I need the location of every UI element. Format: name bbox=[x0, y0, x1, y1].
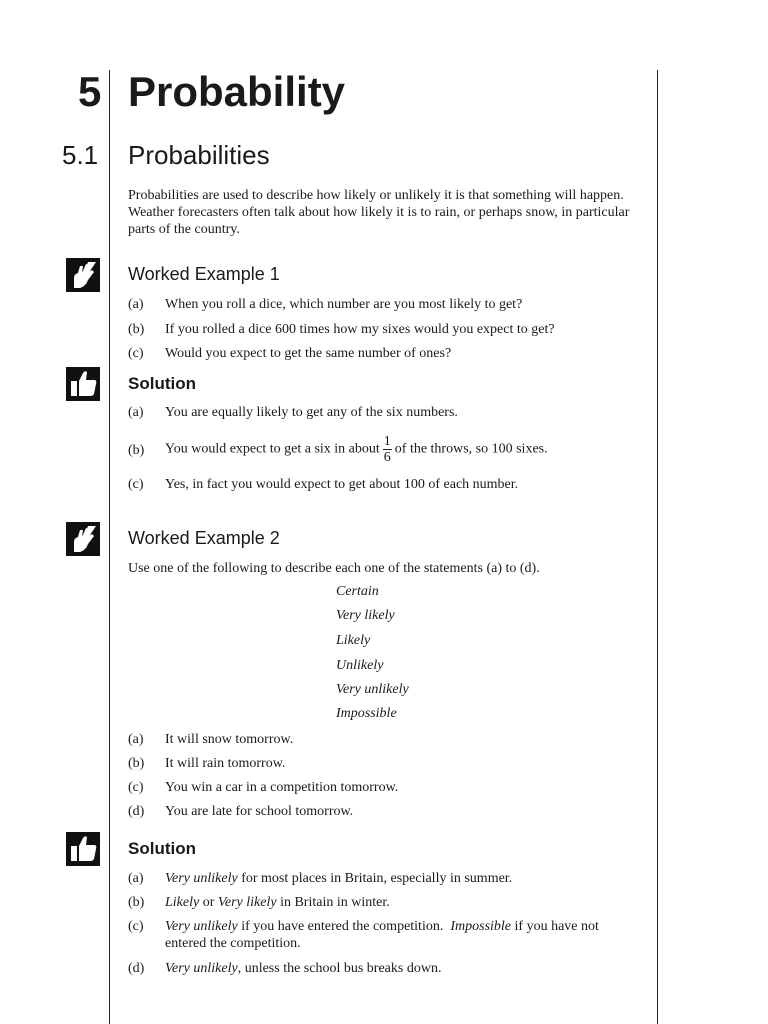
item-text: You win a car in a competition tomorrow. bbox=[165, 780, 399, 795]
item-text: or bbox=[199, 895, 218, 910]
section-number: 5.1 bbox=[62, 140, 99, 170]
item-text: You would expect to get a six in about bbox=[165, 441, 380, 457]
item-label: (a) bbox=[128, 732, 144, 747]
fraction-numerator: 1 bbox=[383, 434, 391, 449]
option-item: Certain bbox=[336, 584, 379, 599]
chapter-title: Probability bbox=[128, 68, 346, 115]
thumbs-up-icon bbox=[66, 367, 100, 401]
intro-paragraph: Probabilities are used to describe how likely or unlikely it is that something will happen. Weather forecasters often talk about how likely it is to rain, or perhaps snow, in particular parts of the country. bbox=[128, 188, 630, 237]
item-label: (d) bbox=[128, 804, 145, 819]
fraction bbox=[383, 434, 392, 465]
option-item: Likely bbox=[336, 633, 371, 648]
answer-term: Very unlikely bbox=[165, 961, 238, 976]
option-item: Unlikely bbox=[336, 658, 384, 673]
thumbs-up-icon bbox=[66, 832, 100, 866]
item-text: if you have entered the competition. bbox=[237, 919, 451, 934]
solution-2-heading: Solution bbox=[128, 839, 196, 858]
item-text: in Britain in winter. bbox=[276, 895, 390, 910]
item-label: (b) bbox=[128, 322, 145, 337]
option-item: Very unlikely bbox=[336, 682, 409, 697]
item-label: (c) bbox=[128, 780, 144, 795]
option-item: Very likely bbox=[336, 608, 395, 623]
answer-term: Very likely bbox=[217, 895, 277, 910]
chapter-number: 5 bbox=[78, 68, 102, 115]
item-label: (a) bbox=[128, 297, 144, 312]
answer-term: Likely bbox=[165, 895, 200, 910]
item-text: It will snow tomorrow. bbox=[165, 732, 294, 747]
item-text: When you roll a dice, which number are you most likely to get? bbox=[165, 297, 523, 312]
fraction-denominator: 6 bbox=[383, 450, 391, 465]
right-margin-rule bbox=[657, 70, 658, 1024]
solution-1-heading: Solution bbox=[128, 374, 196, 393]
hand-pencil-icon bbox=[66, 258, 100, 292]
item-text: You are equally likely to get any of the six numbers. bbox=[165, 405, 458, 420]
list-item bbox=[128, 434, 648, 468]
item-text: for most places in Britain, especially in summer. bbox=[237, 871, 513, 886]
item-label: (b) bbox=[128, 756, 145, 771]
item-label: (d) bbox=[128, 961, 145, 976]
item-text: Would you expect to get the same number of ones? bbox=[165, 346, 452, 361]
item-label: (a) bbox=[128, 405, 144, 420]
hand-pencil-icon bbox=[66, 522, 100, 556]
item-text: if you have not entered the competition. bbox=[165, 919, 603, 951]
item-text: of the throws, so 100 sixes. bbox=[394, 441, 548, 457]
item-label: (c) bbox=[128, 919, 144, 934]
item-label: (b) bbox=[128, 895, 145, 910]
item-text: If you rolled a dice 600 times how my sixes would you expect to get? bbox=[165, 322, 555, 337]
answer-term: Very unlikely bbox=[165, 919, 238, 934]
item-label: (c) bbox=[128, 346, 144, 361]
item-text: , unless the school bus breaks down. bbox=[237, 961, 442, 976]
option-item: Impossible bbox=[336, 706, 397, 721]
left-margin-rule bbox=[109, 70, 110, 1024]
item-text: Yes, in fact you would expect to get about 100 of each number. bbox=[165, 477, 519, 492]
worked-example-2-heading: Worked Example 2 bbox=[128, 528, 280, 548]
worked-example-1-heading: Worked Example 1 bbox=[128, 264, 280, 284]
item-text: It will rain tomorrow. bbox=[165, 756, 286, 771]
item-text: You are late for school tomorrow. bbox=[165, 804, 354, 819]
item-label: (c) bbox=[128, 477, 144, 492]
item-label: (b) bbox=[128, 443, 145, 458]
answer-term: Impossible bbox=[450, 919, 512, 934]
answer-term: Very unlikely bbox=[165, 871, 238, 886]
section-title: Probabilities bbox=[128, 140, 270, 170]
item-label: (a) bbox=[128, 871, 144, 886]
instruction-text: Use one of the following to describe each one of the statements (a) to (d). bbox=[128, 561, 540, 576]
